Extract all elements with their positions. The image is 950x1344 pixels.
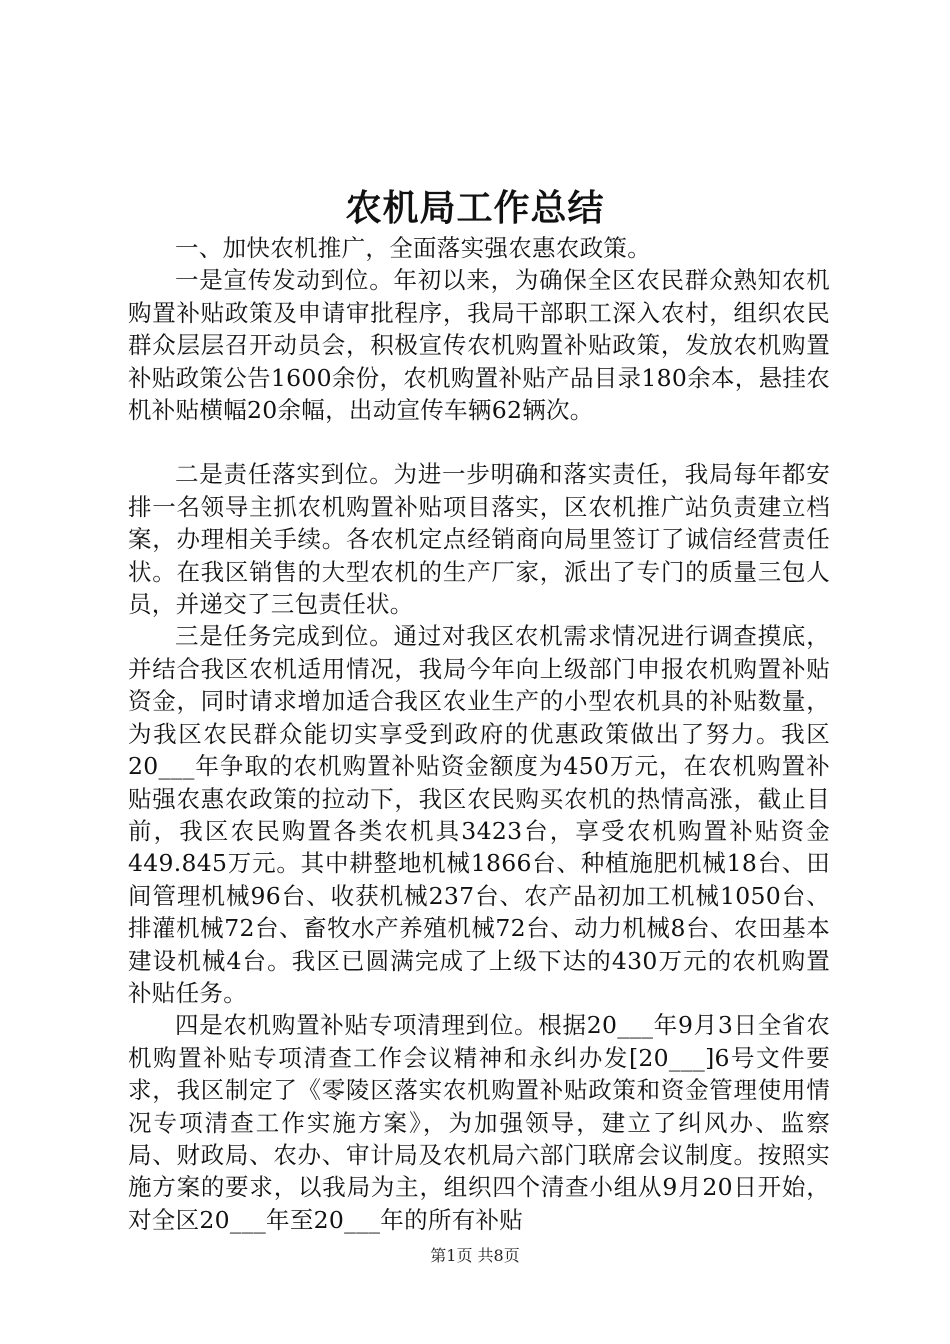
paragraph-section-heading: 一、加快农机推广，全面落实强农惠农政策。 (175, 234, 651, 262)
paragraph-special-cleanup: 四是农机购置补贴专项清理到位。根据20___年9月3日全省农机购置补贴专项清查工作会议精神和永纠办发[20___]6号文件要求，我区制定了《零陵区落实农机购置补贴政策和资金管理使用情况专项清查工作实施方案》，为加强领导，建立了纠风办、监察局、财政局、农办、审计局及农机局六部门联席会议制度。按照实施方案的要求，以我局为主，组织四个清查小组从9月20日开始，对全区20___年至20___年的所有补贴 (128, 1011, 830, 1234)
paragraph-task-completion: 三是任务完成到位。通过对我区农机需求情况进行调查摸底，并结合我区农机适用情况，我局今年向上级部门申报农机购置补贴资金，同时请求增加适合我区农业生产的小型农机具的补贴数量，为我区农民群众能切实享受到政府的优惠政策做出了努力。我区20___年争取的农机购置补贴资金额度为450万元，在农机购置补贴强农惠农政策的拉动下，我区农民购买农机的热情高涨，截止目前，我区农民购置各类农机具3423台，享受农机购置补贴资金449.845万元。其中耕整地机械1866台、种植施肥机械18台、田间管理机械96台、收获机械237台、农产品初加工机械1050台、排灌机械72台、畜牧水产养殖机械72台、动力机械8台、农田基本建设机械4台。我区已圆满完成了上级下达的430万元的农机购置补贴任务。 (128, 622, 830, 1007)
page-footer: 第1页 共8页 (430, 1246, 520, 1265)
paragraph-publicity: 一是宣传发动到位。年初以来，为确保全区农民群众熟知农机购置补贴政策及申请审批程序，我局干部职工深入农村，组织农民群众层层召开动员会，积极宣传农机购置补贴政策，发放农机购置补贴政策公告1600余份，农机购置补贴产品目录180余本，悬挂农机补贴横幅20余幅，出动宣传车辆62辆次。 (128, 266, 830, 425)
document-body (128, 232, 830, 1236)
paragraph-responsibility: 二是责任落实到位。为进一步明确和落实责任，我局每年都安排一名领导主抓农机购置补贴项目落实，区农机推广站负责建立档案，办理相关手续。各农机定点经销商向局里签订了诚信经营责任状。在我区销售的大型农机的生产厂家，派出了专门的质量三包人员，并递交了三包责任状。 (128, 460, 830, 619)
document-title: 农机局工作总结 (345, 187, 605, 229)
